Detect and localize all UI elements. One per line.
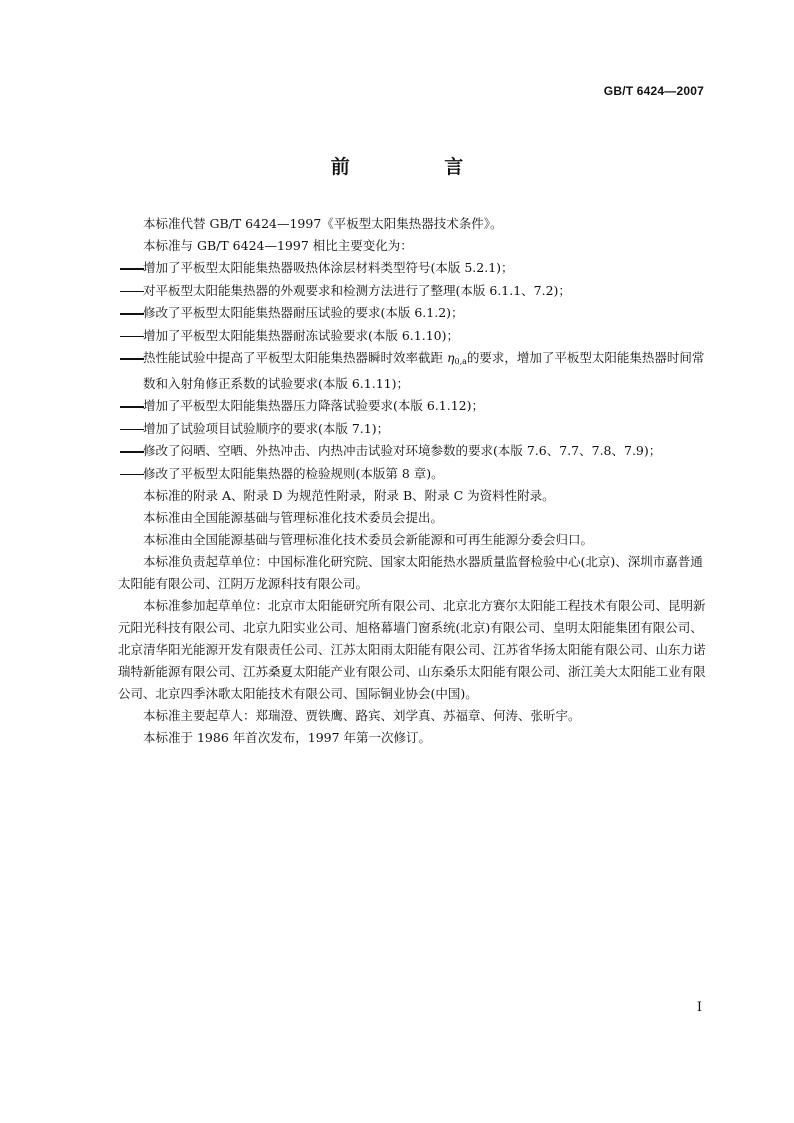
paragraph: 本标准由全国能源基础与管理标准化技术委员会提出。 [143, 510, 444, 525]
change-item [118, 463, 706, 486]
change-text: 的要求，增加了平板型太阳能集热器时间常数和入射角修正系数的试验要求(本版 6.1.11)； [143, 350, 705, 391]
document-body [118, 213, 706, 749]
paragraph: 本标准参加起草单位：北京市太阳能研究所有限公司、北京北方赛尔太阳能工程技术有限公司、昆明新元阳光科技有限公司、北京九阳实业公司、旭格幕墙门窗系统(北京)有限公司、皇明太阳能集团有限公司、北京清华阳光能源开发有限责任公司、江苏太阳雨太阳能有限公司、江苏省华扬太阳能有限公司、山东力诺瑞特新能源有限公司、江苏桑夏太阳能产业有限公司、山东桑乐太阳能有限公司、浙江美大太阳能工业有限公司、北京四季沐歌太阳能技术有限公司、国际铜业协会(中国)。 [118, 598, 706, 701]
dash-mark [118, 303, 143, 325]
paragraph: 本标准负责起草单位：中国标准化研究院、国家太阳能热水器质量监督检验中心(北京)、深圳市嘉普通太阳能有限公司、江阴万龙源科技有限公司。 [118, 554, 703, 591]
change-item [118, 440, 706, 463]
page-number: I [696, 1000, 702, 1015]
change-item [118, 395, 706, 418]
dash-mark [118, 418, 143, 440]
paragraph: 本标准于 1986 年首次发布，1997 年第一次修订。 [143, 730, 432, 745]
dash-mark [118, 325, 143, 347]
change-text: 增加了平板型太阳能集热器吸热体涂层材料类型符号(本版 5.2.1)； [143, 260, 514, 275]
change-text: 修改了闷晒、空晒、外热冲击、内热冲击试验对环境参数的要求(本版 7.6、7.7、7.8、7.9)； [143, 443, 662, 458]
dash-mark [118, 463, 143, 485]
change-item [118, 418, 706, 441]
change-item [118, 302, 706, 325]
page-title: 前 言 [330, 156, 508, 178]
change-text: 修改了平板型太阳能集热器的检验规则(本版第 8 章)。 [143, 465, 444, 481]
dash-mark [118, 441, 143, 463]
efficiency-symbol: η [446, 350, 455, 365]
change-text: 对平板型太阳能集热器的外观要求和检测方法进行了整理(本版 6.1.1、7.2)； [143, 282, 571, 298]
paragraph: 本标准与 GB/T 6424—1997 相比主要变化为： [143, 238, 413, 253]
dash-mark [118, 280, 143, 302]
change-item [118, 325, 706, 348]
paragraph: 本标准主要起草人：郑瑞澄、贾铁鹰、路宾、刘学真、苏福章、何涛、张昕宇。 [143, 708, 581, 723]
change-text: 增加了平板型太阳能集热器耐冻试验要求(本版 6.1.10)； [143, 327, 459, 343]
change-text: 增加了试验项目试验顺序的要求(本版 7.1)； [143, 420, 390, 436]
change-item-efficiency [118, 347, 706, 395]
standard-code: GB/T 6424—2007 [603, 84, 704, 98]
change-text: 热性能试验中提高了平板型太阳能集热器瞬时效率截距 [143, 350, 447, 365]
dash-mark [118, 348, 143, 370]
paragraph: 本标准由全国能源基础与管理标准化技术委员会新能源和可再生能源分委会归口。 [143, 532, 594, 547]
change-text: 修改了平板型太阳能集热器耐压试验的要求(本版 6.1.2)； [143, 305, 464, 320]
dash-mark [118, 258, 143, 280]
change-item [118, 257, 706, 280]
change-item [118, 280, 706, 303]
dash-mark [118, 396, 143, 418]
paragraph: 本标准的附录 A、附录 D 为规范性附录，附录 B、附录 C 为资料性附录。 [143, 488, 555, 503]
paragraph: 本标准代替 GB/T 6424—1997《平板型太阳集热器技术条件》。 [143, 216, 503, 231]
change-text: 增加了平板型太阳能集热器压力降落试验要求(本版 6.1.12)； [143, 398, 484, 413]
efficiency-subscript: 0,a [454, 357, 467, 366]
